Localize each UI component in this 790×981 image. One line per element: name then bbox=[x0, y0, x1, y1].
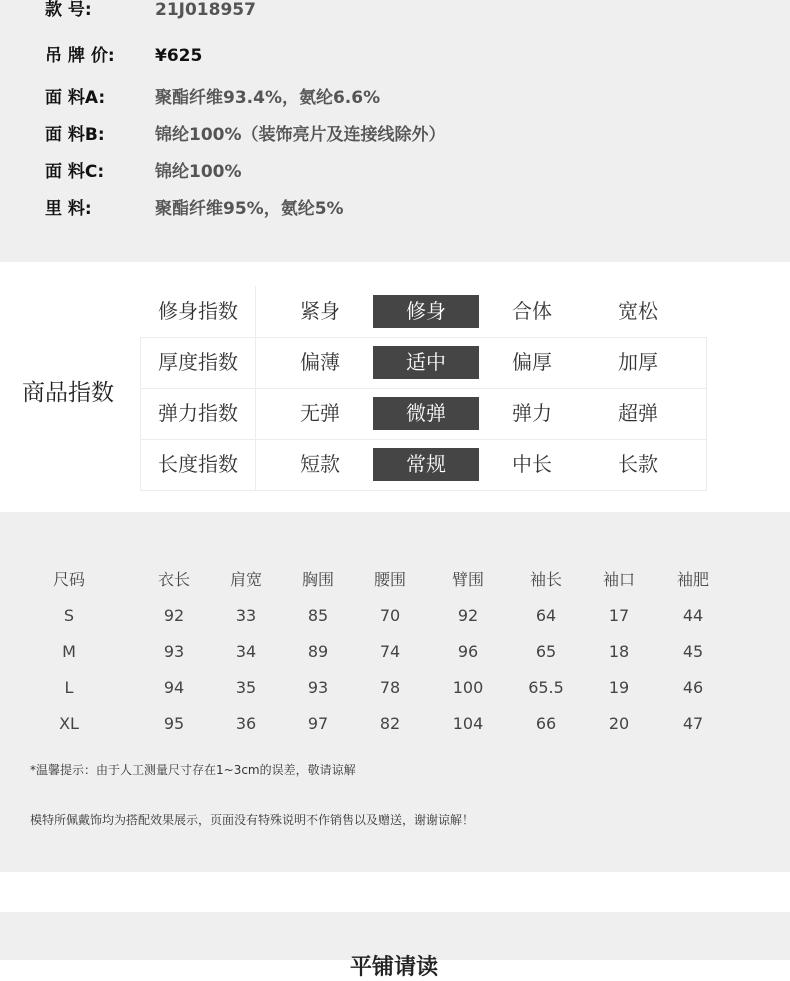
size-cell: L bbox=[64, 678, 74, 697]
product-spec-section bbox=[0, 0, 790, 262]
index-option: 宽松 bbox=[618, 299, 658, 323]
spec-value: ¥625 bbox=[155, 46, 203, 66]
size-cell: 65.5 bbox=[528, 678, 564, 697]
index-row-name: 厚度指数 bbox=[158, 350, 238, 374]
index-option: 弹力 bbox=[512, 401, 552, 425]
size-cell: 35 bbox=[235, 678, 257, 697]
product-index-section bbox=[0, 262, 790, 512]
size-cell: 44 bbox=[682, 606, 704, 625]
size-cell: 89 bbox=[307, 642, 329, 661]
size-cell: 78 bbox=[379, 678, 401, 697]
size-cell: 17 bbox=[608, 606, 630, 625]
size-cell: S bbox=[63, 606, 75, 625]
size-cell: 19 bbox=[608, 678, 630, 697]
size-cell: 46 bbox=[682, 678, 704, 697]
index-option-selected: 修身 bbox=[373, 295, 479, 328]
table-row bbox=[0, 706, 790, 742]
spec-row-fabric-b bbox=[0, 123, 790, 147]
size-cell: 93 bbox=[307, 678, 329, 697]
size-header-cell: 腰围 bbox=[373, 570, 406, 589]
spec-row-lining bbox=[0, 197, 790, 221]
size-cell: 85 bbox=[307, 606, 329, 625]
index-option: 合体 bbox=[512, 299, 552, 323]
size-chart-section bbox=[0, 512, 790, 872]
index-option: 偏薄 bbox=[300, 350, 340, 374]
spec-value: 21J018957 bbox=[155, 0, 256, 20]
size-cell: 66 bbox=[535, 714, 557, 733]
size-cell: 64 bbox=[535, 606, 557, 625]
spec-value: 聚酯纤维93.4%，氨纶6.6% bbox=[155, 88, 381, 108]
table-row bbox=[0, 670, 790, 706]
spec-row-tag-price bbox=[0, 44, 790, 68]
spec-label: 面 料A: bbox=[45, 88, 106, 108]
size-cell: XL bbox=[59, 714, 79, 733]
table-row bbox=[0, 634, 790, 670]
spec-row-style-number bbox=[0, 0, 790, 24]
index-option-selected: 常规 bbox=[373, 448, 479, 481]
index-option-selected: 微弹 bbox=[373, 397, 479, 430]
index-option: 无弹 bbox=[300, 401, 340, 425]
index-option-selected: 适中 bbox=[373, 346, 479, 379]
index-row-name: 修身指数 bbox=[158, 299, 238, 323]
size-cell: 18 bbox=[608, 642, 630, 661]
size-cell: 104 bbox=[452, 714, 484, 733]
size-cell: 33 bbox=[235, 606, 257, 625]
index-row-elasticity bbox=[140, 388, 706, 439]
spec-value: 锦纶100% bbox=[155, 162, 242, 182]
size-header-cell: 臂围 bbox=[451, 570, 484, 589]
index-option: 长款 bbox=[618, 452, 658, 476]
spec-row-fabric-a bbox=[0, 86, 790, 110]
size-cell: 65 bbox=[535, 642, 557, 661]
next-section-header bbox=[0, 912, 790, 980]
index-row-name: 弹力指数 bbox=[158, 401, 238, 425]
product-index-grid bbox=[140, 286, 706, 490]
spec-label: 款 号: bbox=[45, 0, 92, 20]
spec-value: 锦纶100%（装饰亮片及连接线除外） bbox=[155, 125, 446, 145]
size-header-cell: 衣长 bbox=[157, 570, 190, 589]
size-cell: 92 bbox=[163, 606, 185, 625]
spec-row-fabric-c bbox=[0, 160, 790, 184]
size-cell: 82 bbox=[379, 714, 401, 733]
size-cell: 92 bbox=[457, 606, 479, 625]
size-cell: 97 bbox=[307, 714, 329, 733]
measurement-tip: *温馨提示：由于人工测量尺寸存在1~3cm的误差，敬请谅解 bbox=[30, 763, 356, 777]
spec-label: 面 料C: bbox=[45, 162, 105, 182]
size-header-cell: 袖肥 bbox=[676, 570, 709, 589]
size-header-cell: 肩宽 bbox=[229, 570, 262, 589]
size-cell: 74 bbox=[379, 642, 401, 661]
size-cell: 93 bbox=[163, 642, 185, 661]
size-header-cell: 袖长 bbox=[529, 570, 562, 589]
size-table-header bbox=[0, 562, 790, 598]
size-cell: 100 bbox=[452, 678, 484, 697]
spec-label: 吊 牌 价: bbox=[45, 46, 115, 66]
size-cell: 45 bbox=[682, 642, 704, 661]
index-option: 偏厚 bbox=[512, 350, 552, 374]
size-cell: 34 bbox=[235, 642, 257, 661]
index-row-length bbox=[140, 439, 706, 490]
spec-label: 面 料B: bbox=[45, 125, 105, 145]
index-option: 中长 bbox=[512, 452, 552, 476]
index-option: 加厚 bbox=[618, 350, 658, 374]
accessory-disclaimer: 模特所佩戴饰均为搭配效果展示，页面没有特殊说明不作销售以及赠送，谢谢谅解！ bbox=[30, 813, 475, 827]
index-option: 超弹 bbox=[618, 401, 658, 425]
size-header-cell: 胸围 bbox=[301, 570, 334, 589]
size-header-cell: 尺码 bbox=[52, 570, 85, 589]
index-row-fit bbox=[140, 286, 706, 337]
product-index-title: 商品指数 bbox=[22, 380, 114, 406]
size-header-cell: 袖口 bbox=[602, 570, 635, 589]
size-cell: 96 bbox=[457, 642, 479, 661]
spec-label: 里 料: bbox=[45, 199, 92, 219]
next-section-title: 平铺请读 bbox=[350, 955, 439, 980]
size-cell: 94 bbox=[163, 678, 185, 697]
index-row-name: 长度指数 bbox=[158, 452, 238, 476]
size-cell: 36 bbox=[235, 714, 257, 733]
index-option: 紧身 bbox=[300, 299, 340, 323]
size-cell: 47 bbox=[682, 714, 704, 733]
table-row bbox=[0, 598, 790, 634]
size-cell: 70 bbox=[379, 606, 401, 625]
size-cell: M bbox=[62, 642, 76, 661]
size-cell: 20 bbox=[608, 714, 630, 733]
spec-value: 聚酯纤维95%，氨纶5% bbox=[155, 199, 344, 219]
size-cell: 95 bbox=[163, 714, 185, 733]
index-option: 短款 bbox=[300, 452, 340, 476]
index-row-thickness bbox=[140, 337, 706, 388]
